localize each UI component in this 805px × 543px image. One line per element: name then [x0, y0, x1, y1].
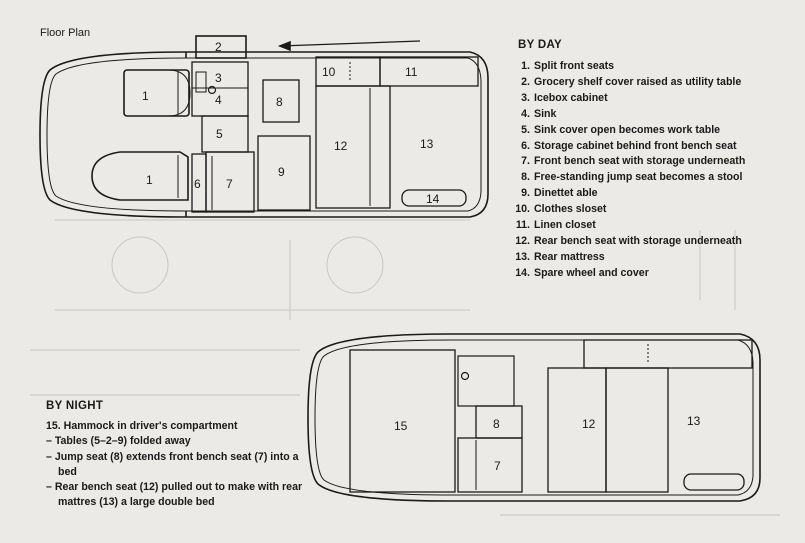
- list-item: 4. Sink: [521, 107, 557, 120]
- by-night-heading: BY NIGHT: [46, 400, 104, 412]
- label-7: 7: [226, 177, 233, 191]
- list-item: 2. Grocery shelf cover raised as utility table: [521, 75, 742, 88]
- label-2: 2: [215, 40, 222, 54]
- label-5: 5: [216, 127, 223, 141]
- label-14: 14: [426, 192, 440, 206]
- label-10: 10: [322, 65, 336, 79]
- label-15: 15: [394, 419, 408, 433]
- label-7-night: 7: [494, 459, 501, 473]
- label-9: 9: [278, 165, 285, 179]
- label-1-bottom: 1: [146, 173, 153, 187]
- by-day-heading: BY DAY: [518, 39, 562, 51]
- label-3: 3: [215, 71, 222, 85]
- night-line: – Jump seat (8) extends front bench seat (7) into a bed: [46, 450, 299, 478]
- list-item: 6. Storage cabinet behind front bench seat: [521, 139, 737, 152]
- label-4: 4: [215, 93, 222, 107]
- list-item: 14. Spare wheel and cover: [515, 266, 649, 279]
- list-item: 13. Rear mattress: [515, 250, 605, 263]
- list-item: 9. Dinettet able: [521, 187, 598, 200]
- list-item: 12. Rear bench seat with storage underneath: [515, 234, 742, 247]
- night-line: – Rear bench seat (12) pulled out to make with rear mattres (13) a large double bed: [46, 481, 303, 509]
- label-11: 11: [405, 65, 418, 79]
- label-1-top: 1: [142, 89, 149, 103]
- label-13-night: 13: [687, 414, 701, 428]
- day-plan: [40, 36, 488, 217]
- by-day-list: [510, 59, 745, 282]
- list-item: 11. Linen closet: [515, 219, 596, 232]
- label-12-night: 12: [582, 417, 596, 431]
- list-item: 10. Clothes sloset: [515, 203, 607, 216]
- label-13: 13: [420, 137, 434, 151]
- label-6: 6: [194, 177, 201, 191]
- list-item: 1. Split front seats: [521, 60, 615, 72]
- night-line: 15. Hammock in driver's compartment: [46, 420, 238, 432]
- label-8-night: 8: [493, 417, 500, 431]
- diagram-title: Floor Plan: [40, 27, 91, 39]
- night-line: – Tables (5–2–9) folded away: [46, 435, 191, 448]
- list-item: 3. Icebox cabinet: [521, 91, 608, 104]
- day-plan-labels: [142, 40, 440, 206]
- by-night-list: [46, 419, 316, 511]
- list-item: 8. Free-standing jump seat becomes a stool: [521, 171, 743, 184]
- label-12: 12: [334, 139, 348, 153]
- list-item: 7. Front bench seat with storage underneath: [521, 155, 746, 168]
- night-plan-labels: [394, 414, 701, 473]
- label-8: 8: [276, 95, 283, 109]
- list-item: 5. Sink cover open becomes work table: [521, 123, 721, 136]
